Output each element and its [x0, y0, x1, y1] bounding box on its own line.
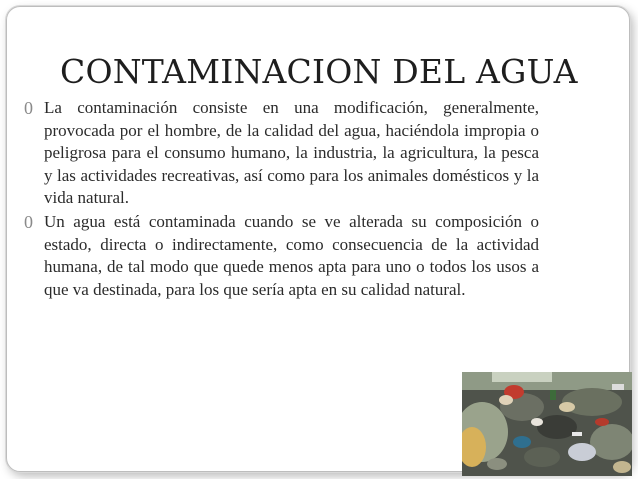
- bullet-marker: 0: [24, 98, 33, 118]
- bullet-list: [24, 97, 539, 301]
- bullet-item: [24, 97, 539, 210]
- bullet-item: [24, 211, 539, 301]
- bullet-text: La contaminación consiste en una modificación, generalmente, provocada por el hombre, de la calidad del agua, haciéndola impropia o peligrosa para el consumo humano, la industria, la agricultura, la pesca y las actividades recreativas, así como para los animales domésticos y la vida natural.: [44, 98, 539, 208]
- polluted-water-photo: [462, 372, 632, 476]
- bullet-text: Un agua está contaminada cuando se ve alterada su composición o estado, directa o indirectamente, como consecuencia de la actividad humana, de tal modo que quede menos apta para uno o todos los usos a que va destinada, para los que sería apta en su calidad natural.: [44, 211, 539, 299]
- bullet-marker: 0: [24, 211, 33, 232]
- slide-title: CONTAMINACION DEL AGUA: [60, 52, 578, 92]
- polluted-water-illustration: [462, 372, 632, 476]
